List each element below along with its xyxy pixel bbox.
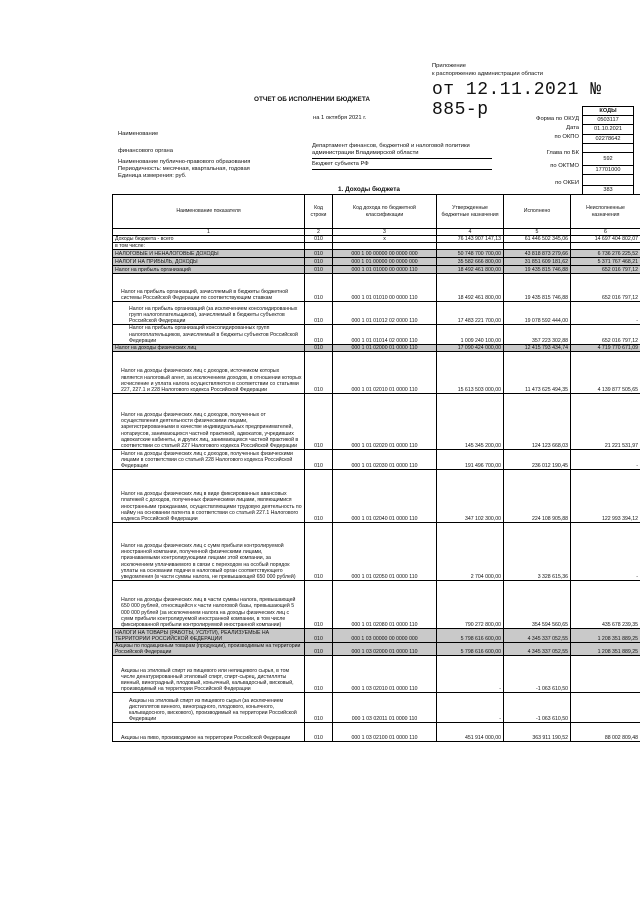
row-line-code: 010 [305,351,333,393]
row-budget-code: 000 1 01 01000 00 0000 110 [333,266,437,274]
table-row [113,274,640,302]
appendix-date-line: от 12.11.2021 № 885-р [432,80,602,120]
row-name: Налог на прибыль организаций [113,266,305,274]
table-row [113,250,640,258]
row-approved: - [437,693,504,723]
row-executed: 31 851 609 181,62 [504,258,571,266]
row-executed: 4 345 337 052,55 [504,628,571,642]
label-oktmo: по ОКТМО [550,163,579,169]
pub-legal-underline [312,169,492,170]
row-line-code: 010 [305,693,333,723]
label-fin-organ: финансового органа [118,148,173,154]
label-glava-bk: Глава по БК [546,150,579,156]
row-name: Налог на прибыль организаций, зачисляемый в бюджеты бюджетной системы Российской Федерации по соответствующим ставкам [113,274,305,302]
row-name: Налог на доходы физических лиц с доходов, источником которых является налоговый агент, за исключением доходов, в отношении которых исчисление и уплата налога осуществляются в соответствии со статьями 227, 227.1 и 228 Налогового кодекса Российской Федерации [113,351,305,393]
row-budget-code: 000 1 00 00000 00 0000 000 [333,250,437,258]
row-budget-code: x [333,236,437,243]
row-budget-code: 000 1 01 02080 01 0000 110 [333,580,437,628]
label-okei: по ОКЕИ [555,180,579,186]
row-executed: 363 911 190,52 [504,723,571,742]
row-line-code: 010 [305,469,333,522]
row-approved: - [437,656,504,693]
row-unexecuted: 652 016 797,12 [571,266,640,274]
table-row [113,642,640,655]
row-executed: 3 328 615,36 [504,522,571,580]
colnum: 1 [113,229,305,236]
header-approved: Утвержденные бюджетные назначения [437,195,504,229]
row-unexecuted: 14 697 404 802,07 [571,236,640,243]
row-unexecuted: 88 002 809,48 [571,723,640,742]
row-name: Акцизы на этиловый спирт из пищевого или непищевого сырья, в том числе денатурированный этиловый спирт, спирт-сырец, дистилляты винный, виноградный, плодовый, коньячный, кальвадосный, висковый, производимый на территории Российской Федерации [113,656,305,693]
table-row [113,344,640,351]
row-executed: 236 012 190,45 [504,449,571,469]
row-unexecuted [571,693,640,723]
row-approved: 17 483 221 700,00 [437,302,504,325]
row-name: Налог на доходы физических лиц в части суммы налога, превышающей 650 000 рублей, относящейся к части налоговой базы, превышающей 5 000 000 рублей (за исключением налога на доходы физических лиц с сумм прибыли контролируемой иностранной компании, в том числе фиксированной прибыли контролируемой иностранной компании) [113,580,305,628]
row-unexecuted: 652 016 797,12 [571,274,640,302]
table-row [113,266,640,274]
row-line-code: 010 [305,723,333,742]
row-approved: 1 009 240 100,00 [437,325,504,344]
label-naimenovanie: Наименование [118,131,159,137]
row-executed: 354 594 560,65 [504,580,571,628]
row-name: Налог на доходы физических лиц [113,344,305,351]
label-okud: Форма по ОКУД [536,116,579,122]
row-budget-code: 000 1 01 00000 00 0000 000 [333,258,437,266]
table-row [113,628,640,642]
row-budget-code: 000 1 03 02000 01 0000 110 [333,642,437,655]
table-header-row [113,195,640,229]
row-name: НАЛОГИ НА ТОВАРЫ (РАБОТЫ, УСЛУГИ), РЕАЛИЗУЕМЫЕ НА ТЕРРИТОРИИ РОССИЙСКОЙ ФЕДЕРАЦИИ [113,628,305,642]
table-row [113,449,640,469]
appendix-line-2: к распоряжению администрации области [432,71,544,77]
table-row [113,258,640,266]
colnum: 6 [571,229,640,236]
table-row [113,656,640,693]
fin-organ-value: Департамент финансов, бюджетной и налоговой политики администрации Владимирской области [312,143,470,156]
row-budget-code: 000 1 03 02010 01 0000 110 [333,656,437,693]
row-line-code: 010 [305,580,333,628]
row-executed: 4 345 337 052,55 [504,642,571,655]
row-budget-code: 000 1 03 02100 01 0000 110 [333,723,437,742]
row-unexecuted: 1 208 351 889,25 [571,642,640,655]
row-line-code: 010 [305,393,333,449]
fin-organ-underline [312,158,492,159]
row-unexecuted: 4 139 877 505,65 [571,351,640,393]
header-name: Наименование показателя [113,195,305,229]
code-blank-1 [583,143,634,152]
table-row [113,351,640,393]
row-line-code: 010 [305,236,333,243]
row-executed: -1 063 610,50 [504,693,571,723]
row-executed: 61 446 502 345,06 [504,236,571,243]
row-executed: 12 415 793 434,74 [504,344,571,351]
row-executed: 43 818 873 279,66 [504,250,571,258]
report-period: на 1 октября 2021 г. [313,115,367,121]
row-budget-code: 000 1 01 02010 01 0000 110 [333,351,437,393]
row-approved: 5 798 616 600,00 [437,642,504,655]
row-unexecuted [571,656,640,693]
code-okpo: 02278642 [583,134,634,143]
header-executed: Исполнено [504,195,571,229]
colnum: 2 [305,229,333,236]
row-approved: 191 496 700,00 [437,449,504,469]
row-executed: 11 473 625 494,35 [504,351,571,393]
label-unit: Единица измерения: руб. [118,173,187,179]
row-executed: 19 078 592 444,00 [504,302,571,325]
report-title: ОТЧЕТ ОБ ИСПОЛНЕНИИ БЮДЖЕТА [254,96,370,103]
row-budget-code: 000 1 01 01014 02 0000 110 [333,325,437,344]
code-okei: 383 [583,186,634,195]
row-approved: 17 090 424 000,00 [437,344,504,351]
table-row [113,469,640,522]
row-executed: -1 063 610,50 [504,656,571,693]
section-title: 1. Доходы бюджета [338,186,400,193]
row-line-code: 010 [305,656,333,693]
row-line-code: 010 [305,274,333,302]
row-executed [504,243,571,250]
row-executed: 19 435 815 746,88 [504,274,571,302]
row-approved: 76 143 907 147,13 [437,236,504,243]
row-approved [437,243,504,250]
row-unexecuted: 4 719 770 671,09 [571,344,640,351]
row-approved: 18 492 461 800,00 [437,274,504,302]
row-approved: 145 345 200,00 [437,393,504,449]
row-budget-code: 000 1 01 02030 01 0000 110 [333,449,437,469]
row-approved: 18 492 461 800,00 [437,266,504,274]
row-name: Акцизы на пиво, производимое на территории Российской Федерации [113,723,305,742]
row-line-code: 010 [305,642,333,655]
code-okud: 0503117 [583,116,634,125]
row-budget-code: 000 1 01 02020 01 0000 110 [333,393,437,449]
code-date: 01.10.2021 [583,125,634,134]
header-unexecuted: Неисполненные назначения [571,195,640,229]
row-approved: 5 798 616 600,00 [437,628,504,642]
row-unexecuted: - [571,522,640,580]
row-budget-code: 000 1 01 02040 01 0000 110 [333,469,437,522]
row-unexecuted: 6 736 276 225,52 [571,250,640,258]
row-name: Налог на доходы физических лиц с сумм прибыли контролируемой иностранной компании, полученной физическими лицами, признаваемыми контролирующими лицами этой компании, за исключением уплачиваемого в связи с переходом на особый порядок уплаты на основании подачи в налоговый орган соответствующего уведомления (в части суммы налога, не превышающей 650 000 рублей) [113,522,305,580]
row-name: Налог на доходы физических лиц с доходов, полученных от осуществления деятельности физическими лицами, зарегистрированными в качестве индивидуальных предпринимателей, нотариусов, занимающихся частной практикой, адвокатов, учредивших адвокатские кабинеты, и других лиц, занимающихся частной практикой в соответствии со статьей 227 Налогового кодекса Российской Федерации [113,393,305,449]
label-okpo: по ОКПО [554,134,579,140]
row-executed: 224 108 905,88 [504,469,571,522]
revenue-table [112,194,640,742]
table-row [113,236,640,243]
row-line-code [305,243,333,250]
label-pub-legal: Наименование публично-правового образования [118,159,251,165]
row-name: в том числе: [113,243,305,250]
table-colnum-row [113,229,640,236]
table-row [113,325,640,344]
row-unexecuted: - [571,449,640,469]
row-approved: 451 914 000,00 [437,723,504,742]
colnum: 5 [504,229,571,236]
row-line-code: 010 [305,344,333,351]
table-row [113,243,640,250]
row-approved: 347 102 300,00 [437,469,504,522]
code-glava-bk: 592 [583,152,634,165]
row-line-code: 010 [305,266,333,274]
row-unexecuted: - [571,302,640,325]
row-approved: 2 704 000,00 [437,522,504,580]
appendix-line-1: Приложение [432,63,467,69]
row-approved: 50 748 700 700,00 [437,250,504,258]
table-row [113,302,640,325]
row-line-code: 010 [305,628,333,642]
colnum: 4 [437,229,504,236]
colnum: 3 [333,229,437,236]
row-line-code: 010 [305,302,333,325]
label-date: Дата [566,125,579,131]
row-unexecuted: 5 371 767 468,21 [571,258,640,266]
table-row [113,580,640,628]
codes-header: КОДЫ [583,107,634,116]
row-budget-code: 000 1 03 02011 01 0000 110 [333,693,437,723]
code-blank-2 [583,175,634,186]
header-budget-code: Код дохода по бюджетной классификации [333,195,437,229]
row-name: НАЛОГОВЫЕ И НЕНАЛОГОВЫЕ ДОХОДЫ [113,250,305,258]
row-line-code: 010 [305,258,333,266]
row-unexecuted: 1 208 351 889,25 [571,628,640,642]
header-line-code: Код строки [305,195,333,229]
row-name: Доходы бюджета - всего [113,236,305,243]
table-row [113,723,640,742]
codes-table [582,106,634,195]
table-row [113,393,640,449]
row-unexecuted [571,243,640,250]
row-executed: 19 435 815 746,88 [504,266,571,274]
row-unexecuted: 435 678 239,35 [571,580,640,628]
row-line-code: 010 [305,250,333,258]
row-unexecuted: 652 016 797,12 [571,325,640,344]
table-row [113,693,640,723]
row-approved: 15 613 503 000,00 [437,351,504,393]
row-line-code: 010 [305,449,333,469]
row-line-code: 010 [305,325,333,344]
row-executed: 124 123 668,03 [504,393,571,449]
code-oktmo: 17701000 [583,165,634,174]
row-line-code: 010 [305,522,333,580]
row-budget-code: 000 1 01 02000 01 0000 110 [333,344,437,351]
row-name: Налог на доходы физических лиц в виде фиксированных авансовых платежей с доходов, полученных физическими лицами, являющимися иностранными гражданами, осуществляющими трудовую деятельность по найму на основании патента в соответствии со статьей 227.1 Налогового кодекса Российской Федерации [113,469,305,522]
row-unexecuted: 122 993 394,12 [571,469,640,522]
row-approved: 790 272 800,00 [437,580,504,628]
row-name: Налог на прибыль организаций консолидированных групп налогоплательщиков, зачисляемый в бюджеты субъектов Российской Федерации [113,325,305,344]
row-name: Акцизы на этиловый спирт из пищевого сырья (за исключением дистиллятов винного, виноградного, плодового, коньячного, кальвадосного, вискового), производимый на территории Российской Федерации [113,693,305,723]
row-name: НАЛОГИ НА ПРИБЫЛЬ, ДОХОДЫ [113,258,305,266]
row-budget-code: 000 1 01 02050 01 0000 110 [333,522,437,580]
row-budget-code: 000 1 01 01012 02 0000 110 [333,302,437,325]
row-budget-code: 000 1 01 01010 00 0000 110 [333,274,437,302]
row-budget-code [333,243,437,250]
row-executed: 357 223 302,88 [504,325,571,344]
label-periodicity: Периодичность: месячная, квартальная, годовая [118,166,250,172]
table-row [113,522,640,580]
row-name: Налог на доходы физических лиц с доходов, полученных физическими лицами в соответствии со статьей 228 Налогового кодекса Российской Федерации [113,449,305,469]
row-unexecuted: 21 221 531,97 [571,393,640,449]
pub-legal-value: Бюджет субъекта РФ [312,161,369,167]
row-budget-code: 000 1 03 00000 00 0000 000 [333,628,437,642]
row-name: Акцизы по подакцизным товарам (продукции), производимым на территории Российской Федерации [113,642,305,655]
row-approved: 35 582 666 800,00 [437,258,504,266]
row-name: Налог на прибыль организаций (за исключением консолидированных групп налогоплательщиков), зачисляемый в бюджеты субъектов Российской Федерации [113,302,305,325]
